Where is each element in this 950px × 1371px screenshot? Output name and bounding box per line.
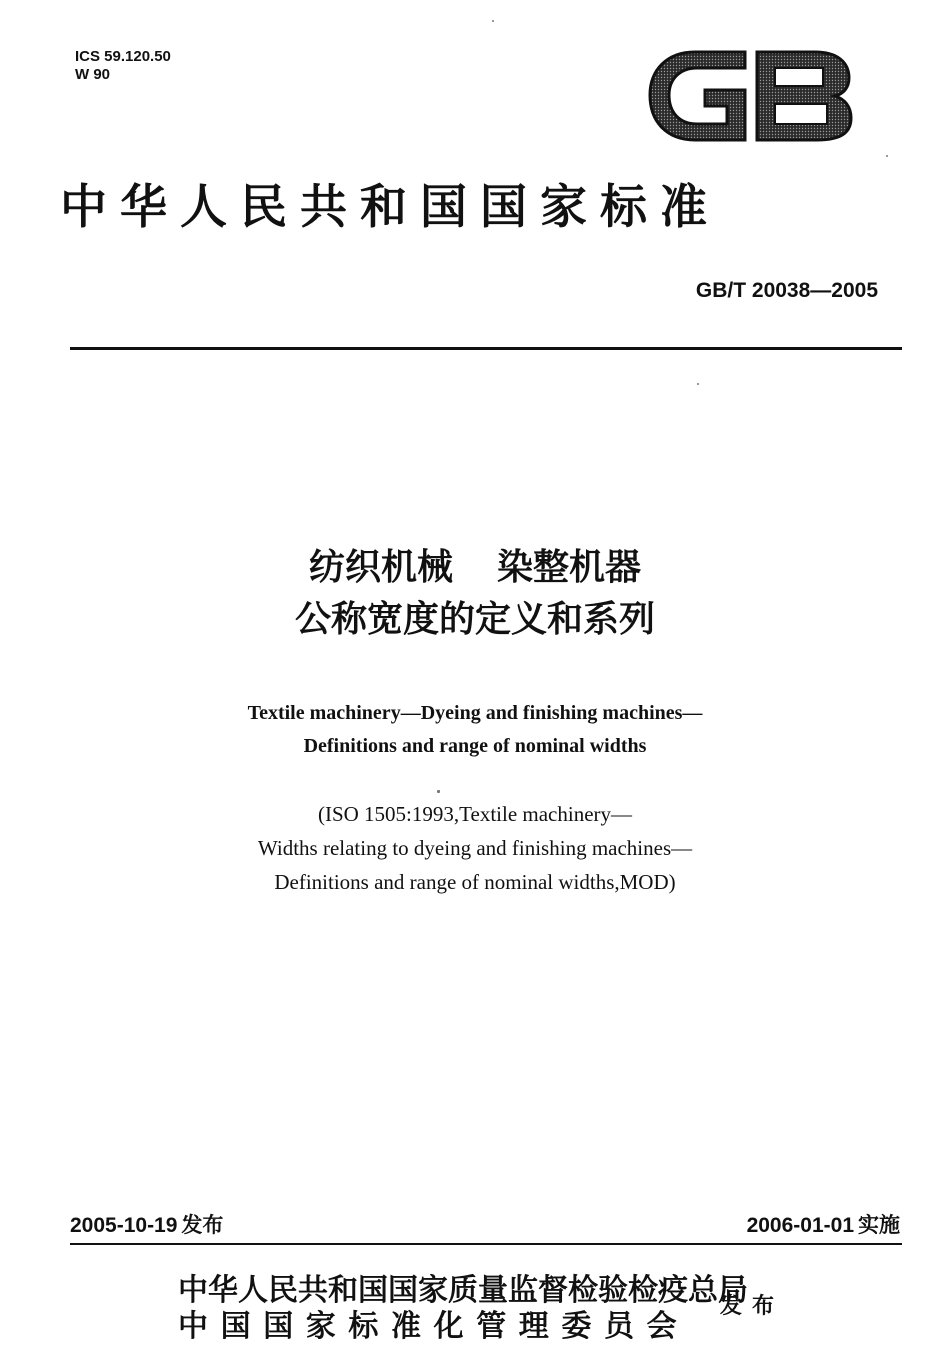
publish-label: 发布 (720, 1294, 785, 1319)
scan-speck (437, 790, 440, 793)
implement-date-value: 2006-01-01 (746, 1214, 854, 1237)
ics-code: ICS 59.120.50 (75, 48, 171, 65)
scan-speck (492, 20, 494, 22)
issuer-sac: 中国国家标准化管理委员会 (178, 1309, 690, 1344)
chinese-title-line-2: 公称宽度的定义和系列 (294, 599, 655, 640)
national-standard-title: 中华人民共和国国家标准 (60, 180, 720, 235)
english-title-line-2: Definitions and range of nominal widths (303, 735, 647, 757)
english-title-line-1: Textile machinery—Dyeing and finishing machines— (247, 702, 703, 724)
english-title (0, 697, 950, 763)
classification-codes (75, 48, 171, 84)
iso-reference-line-3: Definitions and range of nominal widths,MOD) (274, 870, 676, 894)
chinese-title (0, 542, 950, 646)
issue-date-value: 2005-10-19 (70, 1214, 178, 1237)
chinese-title-line-1 (0, 542, 950, 594)
implement-label: 实施 (858, 1213, 900, 1237)
ccs-code: W 90 (75, 66, 111, 83)
issue-date (70, 1212, 223, 1239)
scan-speck (886, 155, 888, 157)
iso-reference-line-2: Widths relating to dyeing and finishing machines— (257, 836, 693, 860)
top-divider (70, 347, 902, 350)
iso-reference-line-1: (ISO 1505:1993,Textile machinery— (317, 802, 633, 826)
iso-reference (0, 797, 950, 899)
standard-number: GB/T 20038—2005 (695, 279, 878, 302)
issuing-authorities (178, 1273, 748, 1345)
chinese-title-part-2: 染整机器 (497, 547, 642, 588)
bottom-divider (70, 1243, 902, 1245)
implement-date (747, 1212, 900, 1239)
chinese-title-part-1: 纺织机械 (308, 547, 453, 588)
gb-logo-icon (645, 40, 855, 150)
scan-speck (697, 383, 699, 385)
issuer-aqsiq: 中华人民共和国国家质量监督检验检疫总局 (178, 1273, 748, 1308)
issue-label: 发布 (181, 1213, 224, 1237)
